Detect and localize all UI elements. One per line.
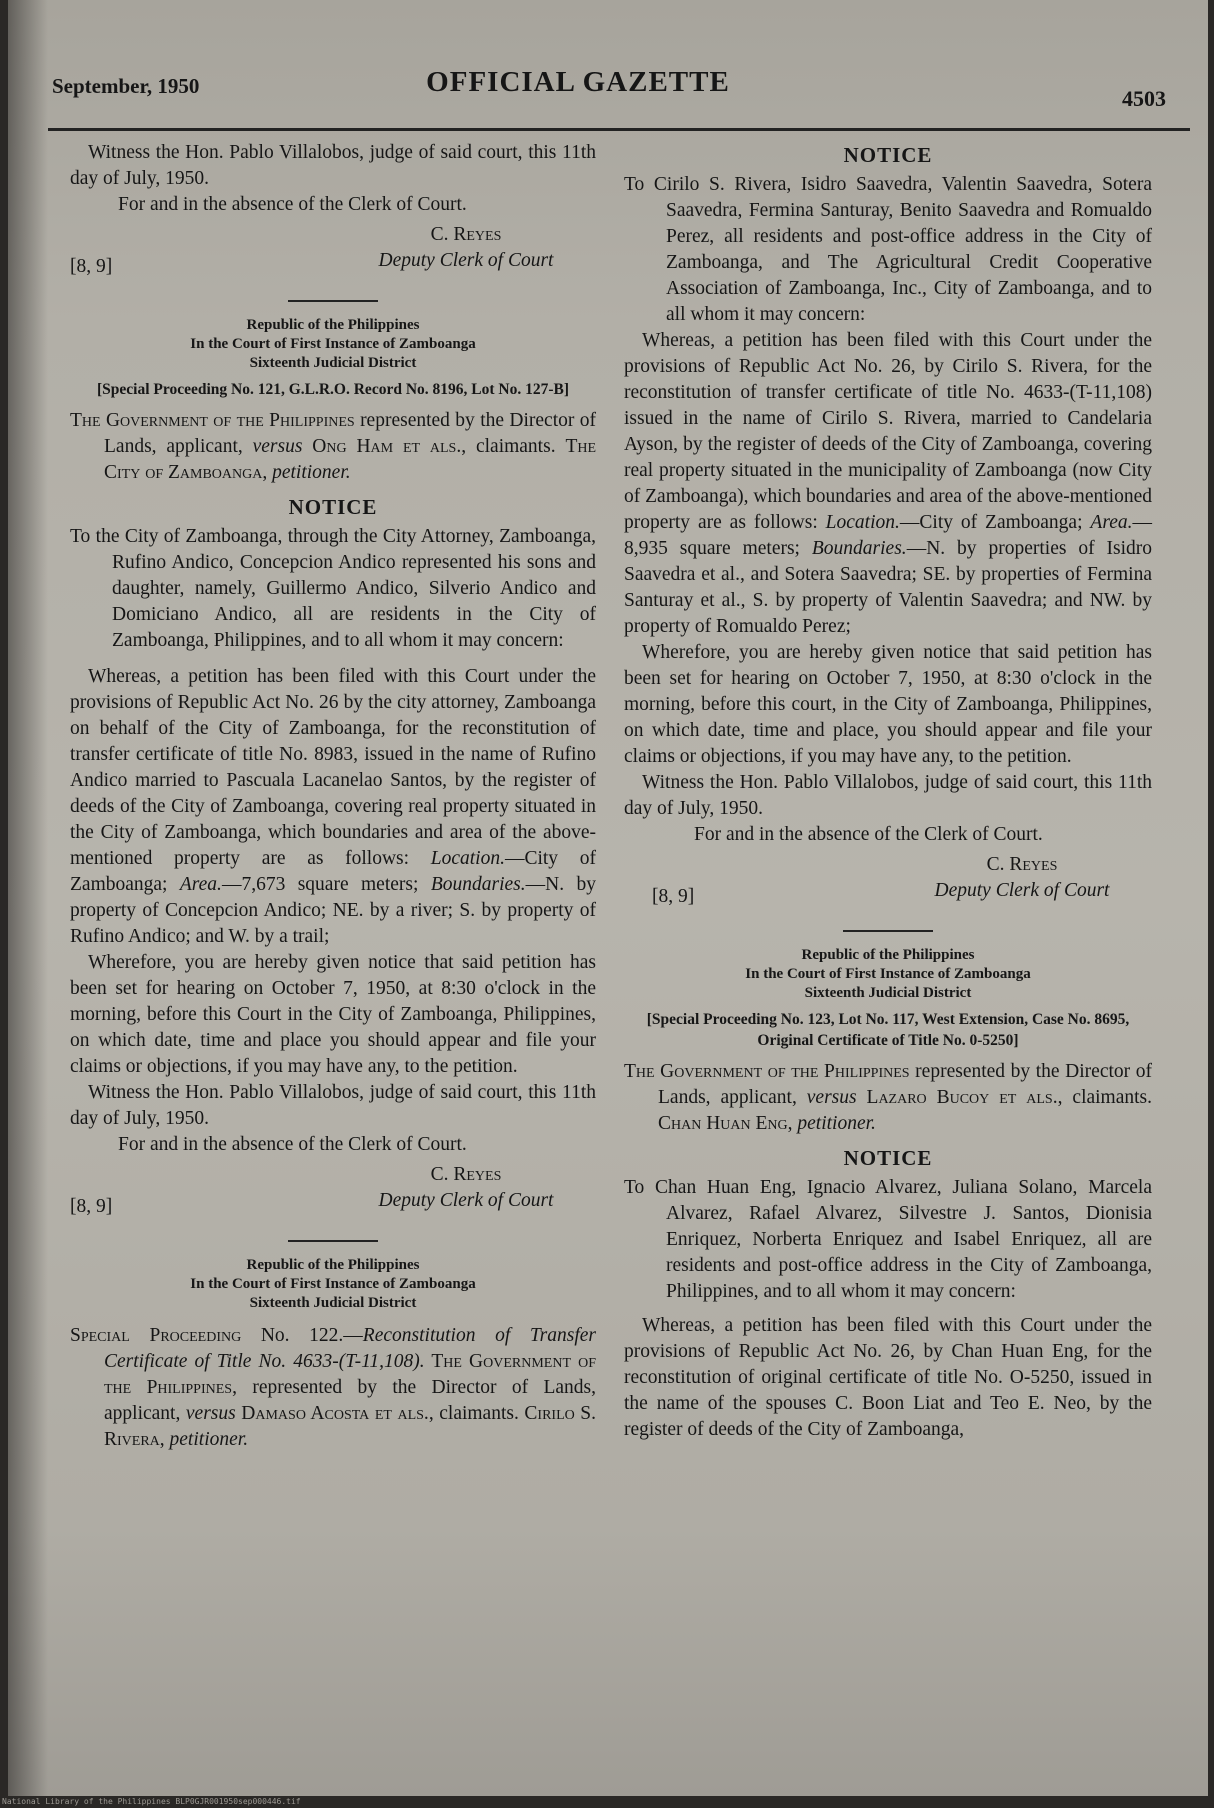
issue-reference: [8, 9] — [70, 1196, 113, 1217]
witness-paragraph: Witness the Hon. Pablo Villalobos, judge of said court, this 11th day of July, 1950. — [70, 1082, 596, 1129]
court-republic: Republic of the Philippines — [246, 317, 420, 333]
whereas-paragraph: Whereas, a petition has been filed with this Court under the provisions of Republic Act No. 26, by Chan Huan Eng, for the reconstitution of original certificate of title No. O-5250, issued in the name of the spouses C. Boon Liat and Teo E. Neo, by the register of deeds of the City of Zamboanga, — [624, 1315, 1152, 1440]
notice-heading: NOTICE — [288, 495, 378, 519]
header-page-number: 4503 — [1122, 86, 1166, 111]
court-republic: Republic of the Philippines — [801, 947, 975, 963]
section-divider — [288, 1240, 378, 1242]
section-divider — [843, 930, 933, 932]
case-reference: [Special Proceeding No. 123, Lot No. 117, West Extension, Case No. 8695, Original Certificate of Title No. 0-5250] — [646, 1011, 1130, 1049]
notice-heading: NOTICE — [843, 143, 933, 167]
scan-footer: National Library of the Philippines BLP0GJR001950sep000446.tif — [0, 1796, 1214, 1808]
header-title: OFFICIAL GAZETTE — [426, 66, 730, 98]
section-divider — [288, 300, 378, 302]
gazette-page — [8, 0, 1208, 1796]
signature-block — [70, 222, 596, 284]
court-district: Sixteenth Judicial District — [804, 985, 972, 1001]
case-parties: The Government of the Philippines represented by the Director of Lands, applicant, versus Lazaro Bucoy et als., claimants. Chan Huan Eng, petitioner. — [624, 1061, 1153, 1134]
right-column — [624, 140, 1152, 1443]
notice-heading: NOTICE — [843, 1146, 933, 1170]
signatory-title: Deputy Clerk of Court — [378, 1190, 554, 1211]
witness-paragraph: Witness the Hon. Pablo Villalobos, judge of said court, this 11th day of July, 1950. — [70, 142, 596, 189]
page-header — [8, 62, 1208, 114]
absence-line: For and in the absence of the Clerk of Court. — [694, 824, 1043, 845]
wherefore-paragraph: Wherefore, you are hereby given notice that said petition has been set for hearing on October 7, 1950, at 8:30 o'clock in the morning, before this Court in the City of Zamboanga, Philippines, on which date, time and place you should appear and file your claims or objections, if you may have any, to the petition. — [70, 952, 596, 1077]
absence-line: For and in the absence of the Clerk of Court. — [118, 194, 467, 215]
court-heading — [624, 946, 1152, 1003]
wherefore-paragraph: Wherefore, you are hereby given notice that said petition has been set for hearing on October 7, 1950, at 8:30 o'clock in the morning, before this court, in the City of Zamboanga, Philippines, on which date, time and place, you should appear and file your claims or objections, if you may have any, to the petition. — [624, 642, 1152, 767]
signature-block — [70, 1162, 596, 1224]
header-rule — [48, 128, 1190, 131]
case-reference: [Special Proceeding No. 121, G.L.R.O. Record No. 8196, Lot No. 127-B] — [97, 381, 569, 398]
signatory-name: C. Reyes — [986, 854, 1058, 875]
court-name: In the Court of First Instance of Zamboanga — [745, 966, 1031, 982]
court-heading — [70, 316, 596, 373]
issue-reference: [8, 9] — [652, 886, 695, 907]
witness-paragraph: Witness the Hon. Pablo Villalobos, judge of said court, this 11th day of July, 1950. — [624, 772, 1152, 819]
court-heading — [70, 1256, 596, 1313]
left-column — [70, 140, 596, 1453]
signature-block — [624, 852, 1152, 914]
court-name: In the Court of First Instance of Zamboanga — [190, 1276, 476, 1292]
court-name: In the Court of First Instance of Zamboanga — [190, 336, 476, 352]
signatory-name: C. Reyes — [430, 224, 502, 245]
issue-reference: [8, 9] — [70, 256, 113, 277]
court-district: Sixteenth Judicial District — [249, 355, 417, 371]
notice-addressees: To Chan Huan Eng, Ignacio Alvarez, Juliana Solano, Marcela Alvarez, Rafael Alvarez, Silvestre J. Santos, Dionisia Enriquez, Norberta Enriquez and Isabel Enriquez, all are residents and post-office address in the City of Zamboanga, Philippines, and to all whom it may concern: — [624, 1177, 1152, 1302]
notice-addressees: To Cirilo S. Rivera, Isidro Saavedra, Valentin Saavedra, Sotera Saavedra, Fermina Santuray, Benito Saavedra and Romualdo Perez, all residents and post-office address in the City of Zamboanga, and The Agricultural Credit Cooperative Association of Zamboanga, Inc., City of Zamboanga, and to all whom it may concern: — [624, 174, 1152, 325]
absence-line: For and in the absence of the Clerk of Court. — [118, 1134, 467, 1155]
case-parties: The Government of the Philippines represented by the Director of Lands, applicant, versus Ong Ham et als., claimants. The City of Zamboanga, petitioner. — [70, 410, 597, 483]
whereas-paragraph: Whereas, a petition has been filed with this Court under the provisions of Republic Act No. 26, by Cirilo S. Rivera, for the reconstitution of transfer certificate of title No. 4633-(T-11,108) issued in the name of Cirilo S. Rivera, married to Candelaria Ayson, by the register of deeds of the City of Zamboanga, covering real property situated in the municipality of Zamboanga (now City of Zamboanga), which boundaries and area of the above-mentioned property are as follows: Location.—City of Zamboanga; Area.—8,935 square meters; Boundaries.—N. by properties of Isidro Saavedra et al., and Sotera Saavedra; SE. by properties of Fermina Santuray et al., S. by property of Valentin Saavedra; and NW. by property of Romualdo Perez; — [624, 330, 1152, 637]
signatory-title: Deputy Clerk of Court — [934, 880, 1110, 901]
case-parties: Special Proceeding No. 122.—Reconstitution of Transfer Certificate of Title No. 4633-(T-11,108). The Government of the Philippines, represented by the Director of Lands, applicant, versus Damaso Acosta et als., claimants. Cirilo S. Rivera, petitioner. — [70, 1325, 597, 1450]
signatory-name: C. Reyes — [430, 1164, 502, 1185]
signatory-title: Deputy Clerk of Court — [378, 250, 554, 271]
notice-addressees: To the City of Zamboanga, through the City Attorney, Zamboanga, Rufino Andico, Concepcion Andico represented his sons and daughter, namely, Guillermo Andico, Silverio Andico and Domiciano Andico, all are residents in the City of Zamboanga, Philippines, and to all whom it may concern: — [70, 526, 596, 651]
court-district: Sixteenth Judicial District — [249, 1295, 417, 1311]
court-republic: Republic of the Philippines — [246, 1257, 420, 1273]
header-date: September, 1950 — [52, 74, 200, 98]
whereas-paragraph: Whereas, a petition has been filed with this Court under the provisions of Republic Act No. 26 by the city attorney, Zamboanga on behalf of the City of Zamboanga, for the reconstitution of transfer certificate of title No. 8983, issued in the name of Rufino Andico married to Pascuala Lacanelao Santos, by the register of deeds of the City of Zamboanga, covering real property situated in the City of Zamboanga, which boundaries and area of the above-mentioned property are as follows: Location.—City of Zamboanga; Area.—7,673 square meters; Boundaries.—N. by property of Concepcion Andico; NE. by a river; S. by property of Rufino Andico; and W. by a trail; — [70, 666, 596, 947]
